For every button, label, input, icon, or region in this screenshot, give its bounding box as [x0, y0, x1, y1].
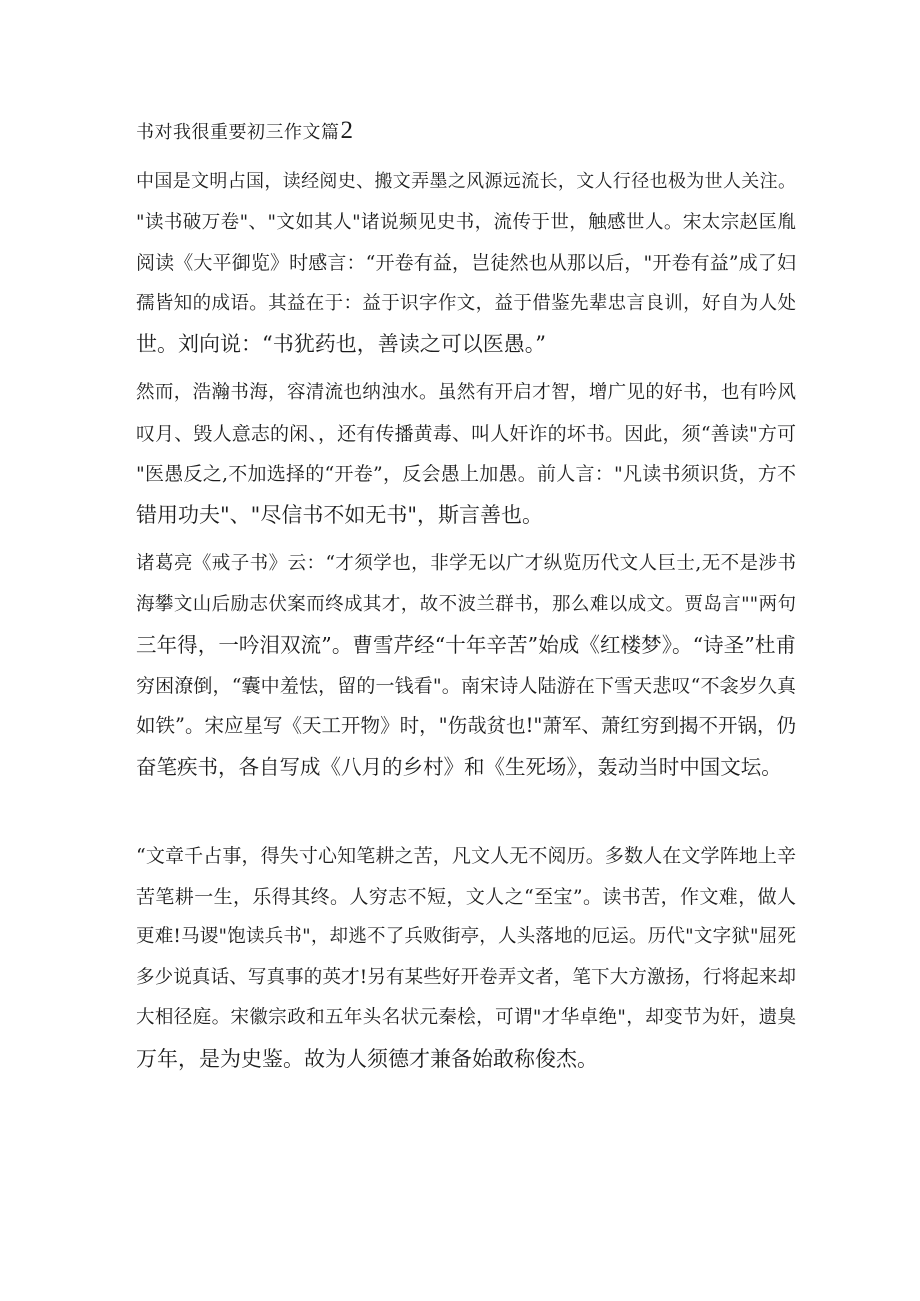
paragraph-line: 孺皆知的成语。其益在于：益于识字作文，益于借鉴先辈忠言良训，好自为人处 [136, 292, 796, 314]
paragraph-line: 海攀文山后励志伏案而终成其才，故不波兰群书，那么难以成文。贾岛言""两句 [136, 593, 796, 615]
title-text: 书对我很重要初三作文篇 [136, 122, 340, 143]
paragraph-line: 多少说真话、写真事的英才!另有某些好开卷弄文者，笔下大方激扬，行将起来却 [136, 966, 796, 988]
paragraph-line: 万年，是为史鉴。故为人须德才兼备始敢称俊杰。 [136, 1046, 598, 1071]
paragraph-3 [136, 544, 796, 787]
paragraph-line: “文章千占事，得失寸心知笔耕之苦，凡文人无不阅历。多数人在文学阵地上辛 [136, 845, 796, 867]
paragraph-line: "读书破万卷"、"文如其人"诸说频见史书，流传于世，触感世人。宋太宗赵匡胤 [136, 211, 796, 233]
paragraph-line: 穷困潦倒，“囊中羞怯，留的一钱看"。南宋诗人陆游在下雪天悲叹“不衾岁久真 [136, 674, 796, 697]
paragraph-line: 如铁”。宋应星写《天工开物》时，"伤哉贫也!"萧军、萧红穷到揭不开锅，仍 [136, 714, 796, 737]
paragraph-line: 中国是文明占国，读经阅史、搬文弄墨之风源远流长，文人行径也极为世人关注。 [136, 171, 796, 192]
paragraph-line: 大相径庭。宋徽宗政和五年头名状元秦桧，可谓"才华卓绝"，却变节为奸，遗臭 [136, 1007, 796, 1028]
paragraph-line: 错用功夫"、"尽信书不如无书"，斯言善也。 [136, 502, 543, 527]
document-title [136, 116, 354, 148]
paragraph-line: 然而，浩瀚书海，容清流也纳浊水。虽然有开启才智，增广见的好书，也有吟风 [136, 382, 796, 403]
title-number: 2 [340, 117, 354, 144]
paragraph-1 [136, 162, 796, 365]
paragraph-line: 世。刘向说：“书犹药也，善读之可以医愚。” [136, 332, 546, 356]
paragraph-2 [136, 373, 796, 535]
paragraph-line: 阅读《大平御览》时感言：“开卷有益，岂徒然也从那以后，"开卷有益”成了妇 [136, 252, 796, 274]
paragraph-line: 更难!马谡"饱读兵书"，却逃不了兵败街亭，人头落地的厄运。历代"文字狱"屈死 [136, 926, 796, 947]
paragraph-line: 三年得，一吟泪双流”。曹雪芹经“十年辛苦”始成《红楼梦》。“诗圣”杜甫 [136, 633, 796, 657]
paragraph-line: 奋笔疾书，各自写成《八月的乡村》和《生死场》，轰动当时中国文坛。 [136, 754, 782, 779]
paragraph-4 [136, 836, 796, 1079]
paragraph-line: 诸葛亮《戒子书》云：“才须学也，非学无以广才纵览历代文人巨士,无不是涉书 [136, 553, 796, 574]
paragraph-line: 叹月、毁人意志的闲、，还有传播黄毒、叫人奸诈的坏书。因此，须“善读"方可 [136, 422, 796, 445]
paragraph-line: 苦笔耕一生，乐得其终。人穷志不短，文人之“至宝”。读书苦，作文难，做人 [136, 885, 796, 908]
paragraph-line: "医愚反之,不加选择的“开卷”，反会愚上加愚。前人言："凡读书须识货，方不 [136, 463, 796, 485]
